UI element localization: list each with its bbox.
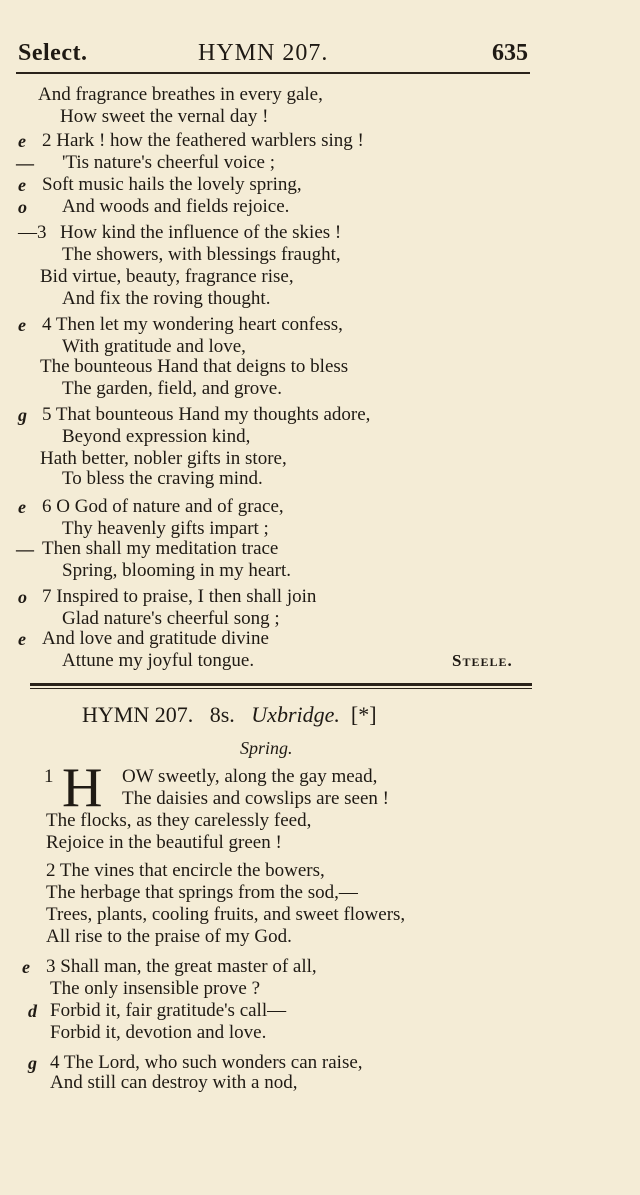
verse-line: The only insensible prove ? [50,978,261,999]
verse-line: Glad nature's cheerful song ; [62,608,280,629]
verse-line: Forbid it, devotion and love. [50,1022,267,1043]
verse-line: 3 Shall man, the great master of all, [46,956,317,977]
verse-line: And fix the roving thought. [62,288,271,309]
hymn-207-heading [82,702,377,728]
verse-line: 6 O God of nature and of grace, [42,496,284,517]
header-rule [16,72,530,74]
verse-line: The herbage that springs from the sod,— [46,882,358,903]
verse-number: —3 [18,222,47,243]
verse-number: 1 [44,766,54,787]
verse-line: OW sweetly, along the gay mead, [122,766,378,787]
section-rule-thick [30,683,532,686]
verse-line: The showers, with blessings fraught, [62,244,341,265]
verse-line: 2 The vines that encircle the bowers, [46,860,325,881]
hymn-mark: [*] [350,702,377,727]
verse-line: 7 Inspired to praise, I then shall join [42,586,317,607]
verse-line: And love and gratitude divine [42,628,269,649]
verse-line: Soft music hails the lovely spring, [42,174,302,195]
running-title: HYMN 207. [198,40,329,66]
drop-cap: H [62,757,103,819]
dynamic-mark: e [18,175,26,195]
section-rule-thin [30,688,532,689]
verse-line: Rejoice in the beautiful green ! [46,832,282,853]
verse-line: Thy heavenly gifts impart ; [62,518,269,539]
verse-line: 4 Then let my wondering heart confess, [42,314,343,335]
page-header [18,40,528,70]
verse-line: The flocks, as they carelessly feed, [46,810,312,831]
hymn-tune: Uxbridge. [251,702,340,727]
dynamic-mark: o [18,197,27,217]
verse-line: All rise to the praise of my God. [46,926,292,947]
verse-line: The daisies and cowslips are seen ! [122,788,389,809]
hymn-number: HYMN 207. [82,702,194,727]
dynamic-mark: e [18,131,26,151]
verse-line: And fragrance breathes in every gale, [38,84,323,105]
dynamic-mark: d [28,1001,37,1021]
dynamic-mark: — [16,539,34,559]
dynamic-mark: e [18,497,26,517]
dynamic-mark: — [16,153,34,173]
verse-line: How sweet the vernal day ! [60,106,269,127]
verse-line: With gratitude and love, [62,336,246,357]
verse-line: Then shall my meditation trace [42,538,279,559]
verse-line: Attune my joyful tongue. [62,650,255,671]
hymn-subtitle: Spring. [240,738,293,758]
dynamic-mark: g [18,405,27,425]
author-attribution: Steele. [452,651,513,670]
verse-line: How kind the influence of the skies ! [60,222,342,243]
verse-line: 4 The Lord, who such wonders can raise, [50,1052,363,1073]
verse-line: The garden, field, and grove. [62,378,282,399]
verse-line: 'Tis nature's cheerful voice ; [62,152,275,173]
dynamic-mark: e [22,957,30,977]
dynamic-mark: o [18,587,27,607]
verse-line: 2 Hark ! how the feathered warblers sing ! [42,130,364,151]
page-number: 635 [492,40,528,66]
verse-line: And woods and fields rejoice. [62,196,290,217]
verse-line: Forbid it, fair gratitude's call— [50,1000,287,1021]
section-label: Select. [18,40,88,66]
hymn-meter: 8s. [209,702,235,727]
verse-line: To bless the craving mind. [62,468,263,489]
dynamic-mark: e [18,315,26,335]
dynamic-mark: g [28,1053,37,1073]
verse-line: Beyond expression kind, [62,426,251,447]
verse-line: Trees, plants, cooling fruits, and sweet flowers, [46,904,406,925]
verse-line: The bounteous Hand that deigns to bless [40,356,349,377]
verse-line: And still can destroy with a nod, [50,1072,298,1093]
verse-line: 5 That bounteous Hand my thoughts adore, [42,404,371,425]
verse-line: Spring, blooming in my heart. [62,560,292,581]
verse-line: Bid virtue, beauty, fragrance rise, [40,266,294,287]
verse-line: Hath better, nobler gifts in store, [40,448,287,469]
dynamic-mark: e [18,629,26,649]
